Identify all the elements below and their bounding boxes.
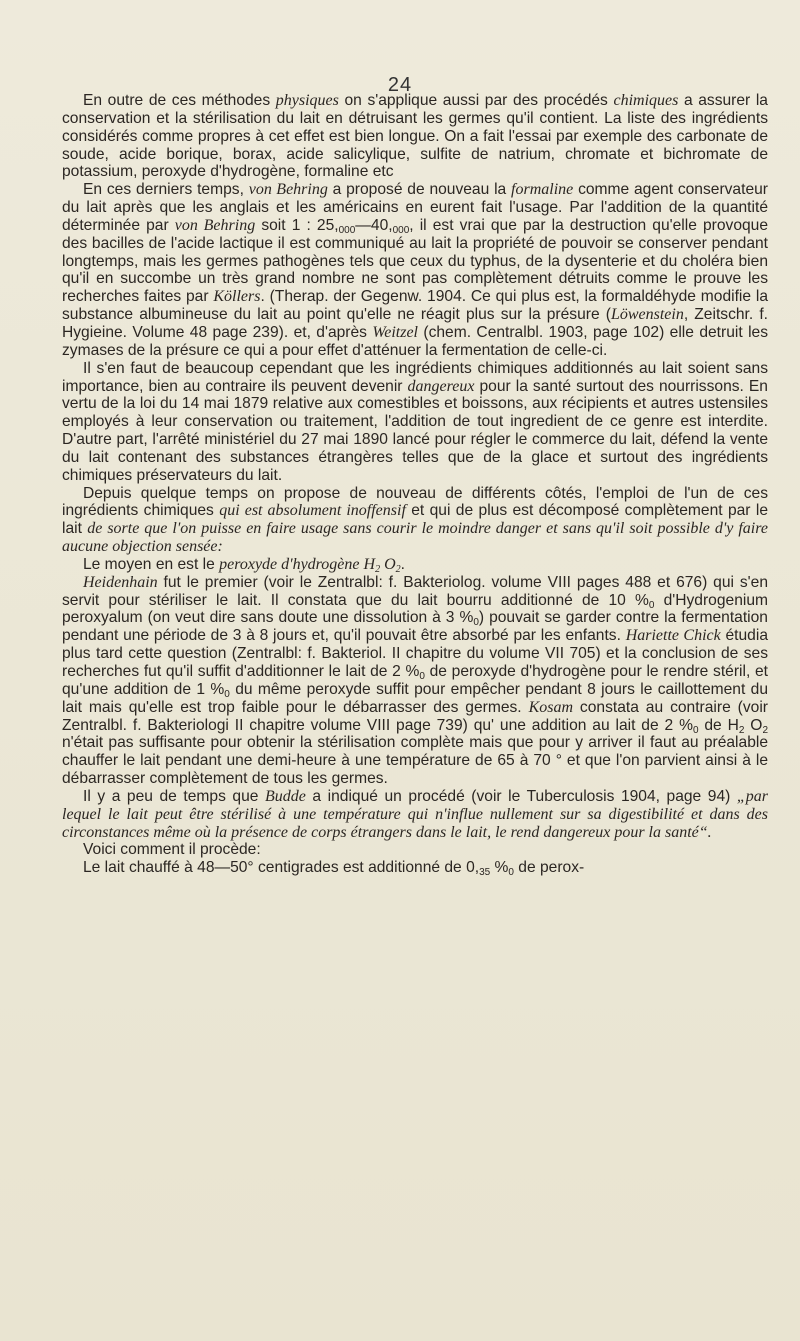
paragraph-4: Depuis quelque temps on propose de nouveau de différents côtés, l'emploi de l'un de ces ingrédients chimiques qui est absolument inoffensif et qui de plus est décomposé complètement par le lait de sorte que l'on puisse en faire usage sans courir le moindre danger et sans qu'il soit possible d'y faire aucune objection sensée: [62,484,769,556]
page-number: 24 [387,74,413,96]
paragraph-9: Le lait chauffé à 48—50° centigrades est additionné de $0,_{35}$ $\%_0$ de perox- [83,859,585,879]
body-text [62,92,768,877]
paragraph-6: Heidenhain fut le premier (voir le Zentralbl: f. Bakteriolog. volume VIII pages 488 et 676) qui s'en servit pour stériliser le lait. Il constata que du lait bourru additionné de 10 $\%_0$ d'Hydrogenium peroxyalum (on veut dire sans doute une dissolution à 3 $\%_0$) pouvait se garder contre la fermentation pendant une période de 3 à 8 jours et, qu'il pouvait être absorbé par les enfants. Hariette Chick étudia plus tard cette question (Zentralbl: f. Bakteriol. II chapitre du volume VII 705) et la conclusion de ses recherches fut qu'il suffit d'additionner le lait de 2 $\%_0$ de peroxyde d'hydrogène pour le rendre stéril, et qu'une addition de 1 $\%_0$ du même peroxyde suffit pour empêcher pendant 8 jours le caillottement du lait mais qu'elle est trop faible pour le débarrasser des germes. Kosam constata au contraire (voir Zentralbl. f. Bakteriologi II chapitre volume VIII page 739) qu' une addition au lait de 2 $\%_0$ de $H_2$ $O_2$ n'était pas suffisante pour obtenir la stérilisation complète mais que pour y arriver il faut au préalable chauffer le lait pendant une demi-heure à une température de 65 à 70 ° et que l'on parvient ainsi à le débarrasser complètement de tous les germes. [62,573,768,788]
paragraph-2: En ces derniers temps, von Behring a proposé de nouveau la formaline comme agent conservateur du lait après que les anglais et les américains en eurent fait l'usage. Par l'addition de la quantité déterminée par von Behring soit 1 : $25,_{000}—40,_{000}$, il est vrai que par la destruction qu'elle provoque des bacilles de l'acide lactique il est communiqué au lait la propriété de pouvoir se conserver pendant longtemps, mais les germes pathogènes tels que ceux du typhus, de la dysenterie et du choléra bien qu'il en succombe un très grand nombre ne sont pas complètement détruits comme le prouve les recherches faites par Köllers. (Therap. der Gegenw. 1904. Ce qui plus est, la formaldéhyde modifie la substance albumineuse du lait au point qu'elle ne réagit plus sur la présure (Löwenstein, Zeitschr. f. Hygieine. Volume 48 page 239). et, d'après Weitzel (chem. Centralbl. 1903, page 102) elle detruit les zymases de la présure ce qui a pour effet d'atténuer la fermentation de celle-ci. [62,181,769,359]
paragraph-8: Voici comment il procède: [83,841,261,859]
paragraph-3: Il s'en faut de beaucoup cependant que les ingrédients chimiques additionnés au lait soient sans importance, bien au contraire ils peuvent devenir dangereux pour la santé surtout des nourrissons. En vertu de la loi du 14 mai 1879 relative aux comestibles et boissons, aux récipients et autres ustensiles employés à leur conservation ou traitement, l'addition de tout ingredient de ce genre est interdite. D'autre part, l'arrêté ministériel du 27 mai 1890 lancé pour régler le commerce du lait, défend la vente du lait contenant des substances étrangères telles que de la glace et surtout des ingrédients chimiques préservateurs du lait. [62,359,768,484]
paragraph-7: Il y a peu de temps que Budde a indiqué un procédé (voir le Tuberculosis 1904, page 94) „par lequel le lait peut être stérilisé à une température qui n'influe nullement sur sa digestibilité et dans des circonstances même où la présence de corps étrangers dans le lait, le rend dangereux pour la santé“. [62,787,768,841]
paragraph-1: En outre de ces méthodes physiques on s'applique aussi par des procédés chimiques a assurer la conservation et la stérilisation du lait en détruisant les germes qu'il contient. La liste des ingrédients considérés comme propres à cet effet est bien longue. On a fait l'essai par exemple des carbonate de soude, acide borique, borax, acide salicylique, sulfite de natrium, chromate et bichromate de potassium, peroxyde d'hydrogène, formaline etc [62,92,768,181]
paragraph-5: Le moyen en est le peroxyde d'hydrogène $H_2$ $O_2$. [83,555,405,575]
